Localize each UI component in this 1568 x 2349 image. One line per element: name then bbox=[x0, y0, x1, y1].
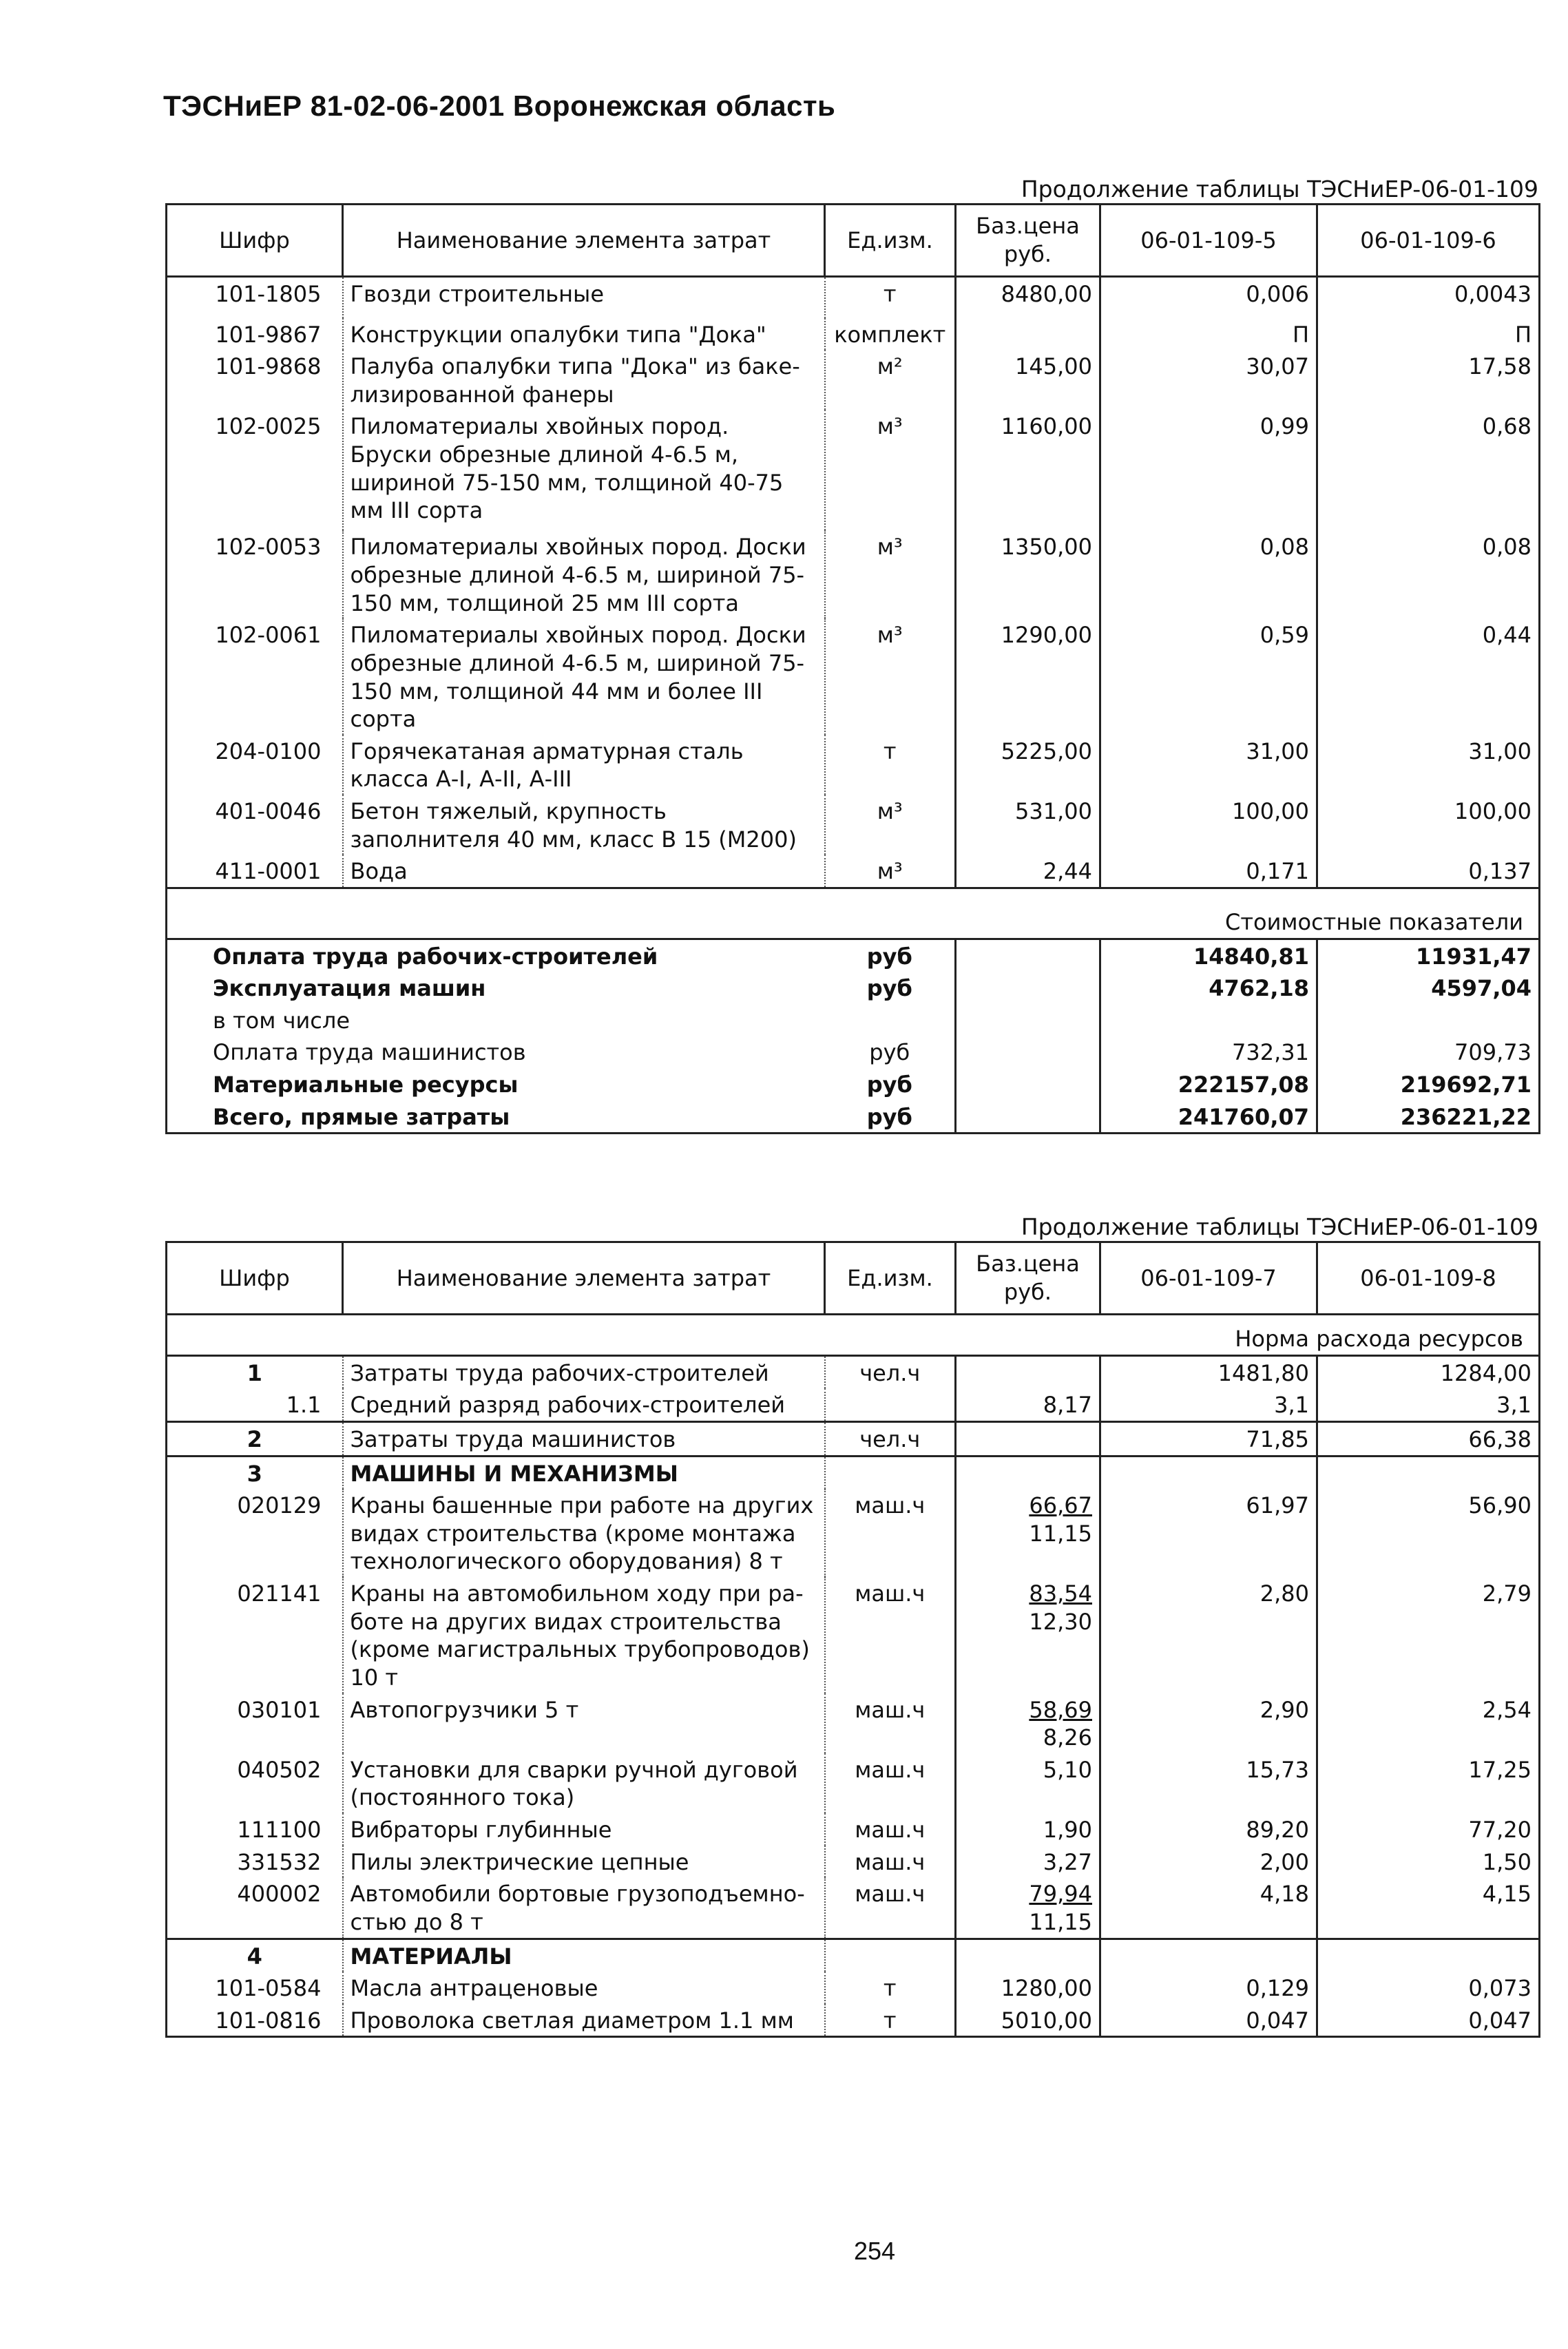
row-norm-1: 89,20 bbox=[1100, 1813, 1317, 1846]
row-norm-2: 0,68 bbox=[1317, 410, 1540, 530]
row-name: Пиломатериалы хвойных пород. Доски обрезные длиной 4-6.5 м, шириной 75-150 мм, толщиной 25 мм III сорта bbox=[343, 530, 825, 618]
summary-label: Всего, прямые затраты bbox=[213, 1103, 510, 1130]
table-row bbox=[167, 277, 1540, 318]
summary-value-1 bbox=[1100, 1004, 1317, 1036]
row-unit: чел.ч bbox=[825, 1421, 956, 1456]
row-code: 030101 bbox=[237, 1696, 322, 1723]
row-name: Масла антраценовые bbox=[343, 1972, 825, 2004]
table-row bbox=[167, 1577, 1540, 1693]
row-unit: м³ bbox=[825, 795, 956, 855]
row-norm-2: 0,137 bbox=[1317, 855, 1540, 888]
row-name: МАШИНЫ И МЕХАНИЗМЫ bbox=[343, 1456, 825, 1489]
table-row bbox=[167, 1693, 1540, 1753]
row-name: МАТЕРИАЛЫ bbox=[343, 1939, 825, 1972]
section-title: Стоимостные показатели bbox=[167, 888, 1540, 939]
row-unit: т bbox=[825, 735, 956, 795]
row-norm-1: 3,1 bbox=[1100, 1388, 1317, 1421]
row-name: Вода bbox=[343, 855, 825, 888]
table-row bbox=[167, 318, 1540, 351]
row-code: 1 bbox=[247, 1359, 262, 1386]
row-code: 411-0001 bbox=[215, 858, 322, 885]
row-name: Палуба опалубки типа "Дока" из баке-лизированной фанеры bbox=[343, 350, 825, 410]
row-code: 101-0816 bbox=[215, 2007, 322, 2034]
row-norm-2: 2,79 bbox=[1317, 1577, 1540, 1693]
row-price bbox=[956, 1877, 1100, 1939]
summary-row bbox=[167, 939, 1540, 972]
table-row bbox=[167, 1877, 1540, 1939]
col-header-unit: Ед.изм. bbox=[825, 205, 956, 277]
summary-price bbox=[956, 972, 1100, 1004]
summary-unit: руб bbox=[866, 1103, 912, 1130]
row-name: Краны башенные при работе на других видах строительства (кроме монтажа технологического оборудования) 8 т bbox=[343, 1489, 825, 1577]
row-code: 102-0053 bbox=[215, 534, 322, 561]
row-norm-1: 100,00 bbox=[1100, 795, 1317, 855]
table-row bbox=[167, 1846, 1540, 1878]
row-code: 401-0046 bbox=[215, 798, 322, 824]
row-norm-2: 0,073 bbox=[1317, 1972, 1540, 2004]
section-title: Норма расхода ресурсов bbox=[167, 1315, 1540, 1356]
table2-continuation-note: Продолжение таблицы ТЭСНиЕР-06-01-109 bbox=[1021, 1213, 1538, 1240]
row-norm-1: 30,07 bbox=[1100, 350, 1317, 410]
row-norm-1: 0,59 bbox=[1100, 618, 1317, 735]
summary-value-2: 4597,04 bbox=[1317, 972, 1540, 1004]
row-price: 5010,00 bbox=[956, 2004, 1100, 2037]
row-unit: чел.ч bbox=[825, 1355, 956, 1388]
row-norm-2: 100,00 bbox=[1317, 795, 1540, 855]
row-norm-2: 0,0043 bbox=[1317, 277, 1540, 318]
summary-unit: руб bbox=[866, 1072, 912, 1098]
row-unit: м³ bbox=[825, 618, 956, 735]
machine-price: 79,94 bbox=[1029, 1881, 1092, 1908]
summary-value-1: 241760,07 bbox=[1100, 1100, 1317, 1134]
row-code: 102-0061 bbox=[215, 622, 322, 649]
summary-row bbox=[167, 1004, 1540, 1036]
col-header-code: Шифр bbox=[167, 205, 343, 277]
row-price: 1,90 bbox=[956, 1813, 1100, 1846]
col-header-norm-1: 06-01-109-7 bbox=[1100, 1242, 1317, 1315]
row-code: 102-0025 bbox=[215, 413, 322, 440]
summary-label: в том числе bbox=[213, 1007, 350, 1034]
row-unit: м³ bbox=[825, 410, 956, 530]
summary-value-1: 4762,18 bbox=[1100, 972, 1317, 1004]
row-code: 040502 bbox=[237, 1756, 322, 1783]
row-norm-1: 2,90 bbox=[1100, 1693, 1317, 1753]
row-price bbox=[956, 1355, 1100, 1388]
row-code: 2 bbox=[167, 1421, 343, 1456]
row-unit: маш.ч bbox=[825, 1753, 956, 1813]
summary-value-2: 236221,22 bbox=[1317, 1100, 1540, 1134]
row-price: 1280,00 bbox=[956, 1972, 1100, 2004]
table-row bbox=[167, 1813, 1540, 1846]
row-name: Затраты труда рабочих-строителей bbox=[343, 1355, 825, 1388]
table-row bbox=[167, 1972, 1540, 2004]
row-norm-1 bbox=[1100, 1939, 1317, 1972]
table1-continuation-note: Продолжение таблицы ТЭСНиЕР-06-01-109 bbox=[1021, 176, 1538, 202]
page-number: 254 bbox=[854, 2237, 896, 2265]
table-row bbox=[167, 1355, 1540, 1388]
row-code: 111100 bbox=[237, 1817, 322, 1843]
row-price: 145,00 bbox=[956, 350, 1100, 410]
document-header: ТЭСНиЕР 81-02-06-2001 Воронежская область bbox=[163, 90, 836, 122]
row-norm-1: 0,171 bbox=[1100, 855, 1317, 888]
operator-wage: 11,15 bbox=[1029, 1908, 1092, 1935]
row-norm-2: 3,1 bbox=[1317, 1388, 1540, 1421]
summary-row bbox=[167, 1100, 1540, 1134]
row-name: Бетон тяжелый, крупность заполнителя 40 мм, класс В 15 (М200) bbox=[343, 795, 825, 855]
summary-unit: руб bbox=[869, 1039, 910, 1066]
row-code: 101-9867 bbox=[215, 321, 322, 348]
row-norm-1: П bbox=[1100, 318, 1317, 351]
row-norm-2: 1284,00 bbox=[1317, 1355, 1540, 1388]
row-norm-1 bbox=[1100, 1456, 1317, 1489]
col-header-price: Баз.цена руб. bbox=[956, 1242, 1100, 1315]
row-norm-1: 61,97 bbox=[1100, 1489, 1317, 1577]
row-norm-2: 4,15 bbox=[1317, 1877, 1540, 1939]
col-header-norm-2: 06-01-109-8 bbox=[1317, 1242, 1540, 1315]
row-name: Автомобили бортовые грузоподъемно-стью до 8 т bbox=[343, 1877, 825, 1939]
summary-value-1: 14840,81 bbox=[1100, 939, 1317, 972]
row-name: Пиломатериалы хвойных пород. Бруски обрезные длиной 4-6.5 м, шириной 75-150 мм, толщиной 40-75 мм III сорта bbox=[343, 410, 825, 530]
row-norm-2: 1,50 bbox=[1317, 1846, 1540, 1878]
operator-wage: 11,15 bbox=[1029, 1520, 1092, 1547]
row-price bbox=[956, 1693, 1100, 1753]
row-unit: маш.ч bbox=[825, 1489, 956, 1577]
row-unit: т bbox=[825, 1972, 956, 2004]
table-row bbox=[167, 1753, 1540, 1813]
table-row bbox=[167, 1388, 1540, 1421]
row-code: 1.1 bbox=[286, 1392, 322, 1419]
row-code: 204-0100 bbox=[215, 738, 322, 764]
machine-price: 58,69 bbox=[1029, 1696, 1092, 1723]
row-norm-2 bbox=[1317, 1456, 1540, 1489]
row-norm-1: 71,85 bbox=[1100, 1421, 1317, 1456]
row-name: Средний разряд рабочих-строителей bbox=[343, 1388, 825, 1421]
row-price bbox=[956, 1939, 1100, 1972]
table-row bbox=[167, 1489, 1540, 1577]
row-price: 531,00 bbox=[956, 795, 1100, 855]
summary-unit: руб bbox=[866, 975, 912, 1002]
table-row bbox=[167, 795, 1540, 855]
row-name: Вибраторы глубинные bbox=[343, 1813, 825, 1846]
resource-table-1 bbox=[165, 203, 1540, 1134]
row-price bbox=[956, 1456, 1100, 1489]
row-unit: т bbox=[825, 277, 956, 318]
row-name: Пиломатериалы хвойных пород. Доски обрезные длиной 4-6.5 м, шириной 75-150 мм, толщиной 44 мм и более III сорта bbox=[343, 618, 825, 735]
row-code: 101-9868 bbox=[215, 353, 322, 380]
table-row bbox=[167, 855, 1540, 888]
summary-price bbox=[956, 1036, 1100, 1068]
summary-value-2: 219692,71 bbox=[1317, 1068, 1540, 1100]
row-norm-1: 0,129 bbox=[1100, 1972, 1317, 2004]
row-name: Проволока светлая диаметром 1.1 мм bbox=[343, 2004, 825, 2037]
row-unit bbox=[825, 1456, 956, 1489]
row-norm-1: 4,18 bbox=[1100, 1877, 1317, 1939]
row-code: 331532 bbox=[237, 1848, 322, 1875]
row-norm-2: 0,047 bbox=[1317, 2004, 1540, 2037]
row-code: 4 bbox=[167, 1939, 343, 1972]
row-price: 1350,00 bbox=[956, 530, 1100, 618]
row-norm-2: 77,20 bbox=[1317, 1813, 1540, 1846]
resource-table-2 bbox=[165, 1241, 1540, 2038]
col-header-norm-1: 06-01-109-5 bbox=[1100, 205, 1317, 277]
row-price: 2,44 bbox=[956, 855, 1100, 888]
table-row bbox=[167, 618, 1540, 735]
operator-wage: 12,30 bbox=[1029, 1608, 1092, 1635]
section-row bbox=[167, 1315, 1540, 1356]
row-norm-1: 1481,80 bbox=[1100, 1355, 1317, 1388]
row-unit: маш.ч bbox=[825, 1877, 956, 1939]
summary-value-2: 709,73 bbox=[1317, 1036, 1540, 1068]
operator-wage: 8,26 bbox=[1043, 1724, 1092, 1751]
row-unit: м² bbox=[825, 350, 956, 410]
row-name: Затраты труда машинистов bbox=[343, 1421, 825, 1456]
row-price: 8,17 bbox=[956, 1388, 1100, 1421]
row-norm-2: 66,38 bbox=[1317, 1421, 1540, 1456]
col-header-unit: Ед.изм. bbox=[825, 1242, 956, 1315]
row-unit bbox=[825, 1388, 956, 1421]
row-norm-2: 31,00 bbox=[1317, 735, 1540, 795]
table1-header-row bbox=[167, 205, 1540, 277]
row-name: Автопогрузчики 5 т bbox=[343, 1693, 825, 1753]
row-norm-2 bbox=[1317, 1939, 1540, 1972]
row-price bbox=[956, 1577, 1100, 1693]
summary-row bbox=[167, 1068, 1540, 1100]
row-norm-1: 2,00 bbox=[1100, 1846, 1317, 1878]
row-price bbox=[956, 1489, 1100, 1577]
row-name: Горячекатаная арматурная сталь класса А-I, А-II, А-III bbox=[343, 735, 825, 795]
row-price bbox=[956, 1421, 1100, 1456]
col-header-name: Наименование элемента затрат bbox=[343, 205, 825, 277]
summary-value-1: 732,31 bbox=[1100, 1036, 1317, 1068]
row-name: Конструкции опалубки типа "Дока" bbox=[343, 318, 825, 351]
table-row bbox=[167, 735, 1540, 795]
row-code: 021141 bbox=[237, 1580, 322, 1607]
col-header-norm-2: 06-01-109-6 bbox=[1317, 205, 1540, 277]
summary-price bbox=[956, 939, 1100, 972]
section-row bbox=[167, 888, 1540, 939]
summary-label: Оплата труда рабочих-строителей bbox=[213, 943, 658, 970]
row-code: 3 bbox=[167, 1456, 343, 1489]
table-row bbox=[167, 530, 1540, 618]
row-unit: маш.ч bbox=[825, 1577, 956, 1693]
row-price: 5225,00 bbox=[956, 735, 1100, 795]
summary-row bbox=[167, 1036, 1540, 1068]
row-norm-2: 0,08 bbox=[1317, 530, 1540, 618]
row-norm-1: 0,99 bbox=[1100, 410, 1317, 530]
row-code: 101-0584 bbox=[215, 1975, 322, 2002]
summary-price bbox=[956, 1068, 1100, 1100]
section-heading-row bbox=[167, 1939, 1540, 1972]
row-norm-2: 17,25 bbox=[1317, 1753, 1540, 1813]
row-norm-2: 2,54 bbox=[1317, 1693, 1540, 1753]
table2-header-row bbox=[167, 1242, 1540, 1315]
table-row bbox=[167, 2004, 1540, 2037]
row-code: 101-1805 bbox=[215, 281, 322, 307]
row-norm-1: 0,006 bbox=[1100, 277, 1317, 318]
machine-price: 83,54 bbox=[1029, 1580, 1092, 1607]
row-price: 5,10 bbox=[956, 1753, 1100, 1813]
row-unit: т bbox=[825, 2004, 956, 2037]
summary-unit bbox=[825, 1004, 956, 1036]
row-unit: маш.ч bbox=[825, 1846, 956, 1878]
summary-unit: руб bbox=[866, 943, 912, 970]
row-norm-1: 31,00 bbox=[1100, 735, 1317, 795]
table-row bbox=[167, 410, 1540, 530]
row-unit: комплект bbox=[825, 318, 956, 351]
summary-price bbox=[956, 1100, 1100, 1134]
summary-value-2: 11931,47 bbox=[1317, 939, 1540, 972]
row-norm-1: 2,80 bbox=[1100, 1577, 1317, 1693]
section-heading-row bbox=[167, 1456, 1540, 1489]
row-name: Гвозди строительные bbox=[343, 277, 825, 318]
table-row bbox=[167, 350, 1540, 410]
row-code: 020129 bbox=[237, 1492, 322, 1519]
summary-value-1: 222157,08 bbox=[1100, 1068, 1317, 1100]
row-price: 1290,00 bbox=[956, 618, 1100, 735]
row-price: 1160,00 bbox=[956, 410, 1100, 530]
row-price: 8480,00 bbox=[956, 277, 1100, 318]
row-price: 3,27 bbox=[956, 1846, 1100, 1878]
summary-row bbox=[167, 972, 1540, 1004]
row-code: 400002 bbox=[237, 1881, 322, 1908]
summary-price bbox=[956, 1004, 1100, 1036]
col-header-price: Баз.цена руб. bbox=[956, 205, 1100, 277]
row-unit bbox=[825, 1939, 956, 1972]
summary-label: Эксплуатация машин bbox=[213, 975, 486, 1002]
table-row bbox=[167, 1421, 1540, 1456]
row-price bbox=[956, 318, 1100, 351]
col-header-code: Шифр bbox=[167, 1242, 343, 1315]
summary-label: Материальные ресурсы bbox=[213, 1072, 519, 1098]
row-norm-2: П bbox=[1317, 318, 1540, 351]
row-unit: маш.ч bbox=[825, 1693, 956, 1753]
row-unit: м³ bbox=[825, 530, 956, 618]
row-name: Установки для сварки ручной дуговой (постоянного тока) bbox=[343, 1753, 825, 1813]
row-name: Краны на автомобильном ходу при ра-боте на других видах строительства (кроме магистральных трубопроводов) 10 т bbox=[343, 1577, 825, 1693]
row-norm-2: 0,44 bbox=[1317, 618, 1540, 735]
summary-value-2 bbox=[1317, 1004, 1540, 1036]
machine-price: 66,67 bbox=[1029, 1492, 1092, 1519]
row-norm-1: 0,08 bbox=[1100, 530, 1317, 618]
summary-label: Оплата труда машинистов bbox=[213, 1039, 526, 1066]
row-name: Пилы электрические цепные bbox=[343, 1846, 825, 1878]
row-norm-1: 0,047 bbox=[1100, 2004, 1317, 2037]
row-norm-2: 17,58 bbox=[1317, 350, 1540, 410]
row-norm-2: 56,90 bbox=[1317, 1489, 1540, 1577]
row-norm-1: 15,73 bbox=[1100, 1753, 1317, 1813]
row-unit: маш.ч bbox=[825, 1813, 956, 1846]
row-unit: м³ bbox=[825, 855, 956, 888]
col-header-name: Наименование элемента затрат bbox=[343, 1242, 825, 1315]
